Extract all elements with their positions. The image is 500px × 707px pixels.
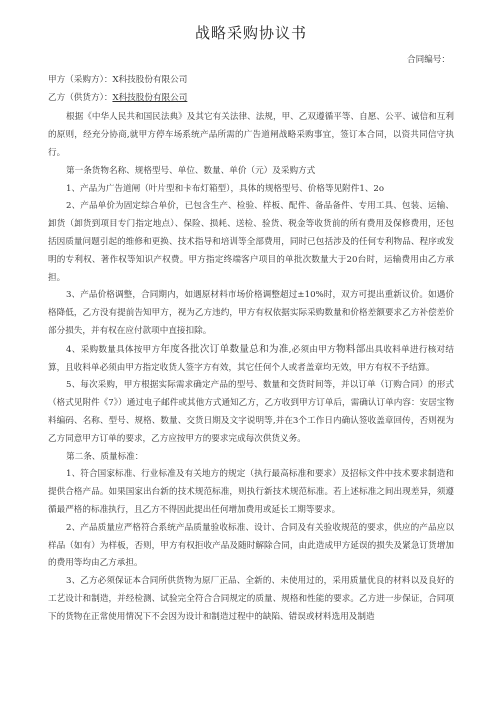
contract-number-label: 合同编号： — [407, 55, 450, 65]
party-a-line — [48, 72, 454, 90]
party-b-name: X科技股份有限公司 — [112, 92, 188, 103]
section-1-title: 第一条货物名称、规格型号、单位、数量、单价（元）及采购方式 — [66, 165, 316, 176]
party-a-name: X科技股份有限公司 — [112, 74, 188, 85]
item-4-material-dept: 物料部 — [336, 343, 366, 355]
party-b-label: 乙方（供货方）： — [48, 92, 113, 103]
intro-paragraph: 根据《中华人民共和国民法典》及其它有关法律、法规，甲、乙双遵循平等、自愿、公平、诚信和互利的原则，经充分协商,就甲方停车场系统产品所需的广告道闸战略采购事宜，签订本合同，以资共同信守执行。 — [48, 112, 454, 158]
section-1-item-1: 1、产品为广告道闸（叶片型和卡布灯箱型），具体的规格型号、价格等见附件1、2o — [66, 183, 385, 194]
document-title: 战略采购协议书 — [194, 24, 307, 42]
section-1-item-2: 2、产品单价为固定综合单价，已包含生产、检验、样板、配件、备品备件、专用工具、包装、运输、卸货（卸货到项目专门指定地点）、保险、损耗、送检、验货、税金等收货前的所有费用及保修费用，还包括因质量问题引起的维修和更换、技术指导和培训等全部费用，同时已包括涉及的任何专利物品、程序或发明的专利权、著作权等知识产权费。甲方指定终端客户项目的单批次数量大于20台时，运输费用由乙方承担。 — [48, 201, 454, 283]
item-4-part-c: ,必须由甲方 — [288, 344, 337, 355]
section-2-item-2: 2、产品质量应严格符合系统产品质量验收标准、设计、合同及有关验收规范的要求，供应的产品应以样品（如有）为样板，否则，甲方有权拒收产品及随时解除合同，由此造成甲方延误的损失及紧急订货增加的费用等均由乙方承担。 — [48, 522, 454, 569]
item-4-part-e: 出具收料单进行核对结算，且收料单必须由甲方指定收货人签字方有效，其它任何个人或者盖章均无效，甲方有权不予结算。 — [48, 344, 455, 373]
item-4-order-total: 年度各批次订单数量总和为准 — [160, 343, 289, 355]
party-a-label: 甲方（采购方）： — [48, 74, 113, 85]
section-2-item-1: 1、符合国家标准、行业标准及有关地方的规定（执行最高标准和要求）及招标文件中技术要求制造和提供合格产品。如果国家出台新的技术规范标准，则执行新技术规范标准。若上述标准之间出现差异，须遵循最严格的标准执行，且乙方不得因此提出任何增加费用或延长工期等要求。 — [48, 469, 454, 515]
section-1-item-4 — [48, 341, 454, 378]
party-b-line — [48, 90, 454, 108]
item-4-part-a: 4、采购数量具体按甲方 — [66, 344, 161, 355]
section-1-item-5: 5、每次采购，甲方根据实际需求确定产品的型号、数量和交货时间等，并以订单（订购合同）的形式（格式见附件《7》）通过电子邮件或其他方式通知乙方，乙方收到甲方订单后，需确认订单内容：安居宝物料编码、名称、型号、规格、数量、交货日期及文字说明等,并在3个工作日内确认签收盖章回传，否则视为乙方同意甲方订单的要求，乙方应按甲方的要求完成每次供货义务。 — [48, 380, 454, 444]
section-2-title: 第二条、质量标准： — [66, 451, 144, 462]
section-2-item-3: 3、乙方必须保证本合同所供货物为原厂正品、全新的、未使用过的，采用质量优良的材料以及良好的工艺设计和制造，并经检测、试验完全符合合同规定的质量、规格和性能的要求。乙方进一步保证，合同项下的货物在正常使用情况下不会因为设计和制造过程中的缺陷、错误或材料选用及制造 — [48, 576, 454, 622]
section-1-item-3: 3、产品价格调整，合同期内，如遇原材料市场价格调整超过±10%时，双方可提出重新议价。如遇价格降低，乙方没有提前告知甲方，视为乙方违约，甲方有权依据实际采购数量和价格差额要求乙方补偿差价部分损失，并有权在应付款项中直接扣除。 — [48, 290, 454, 336]
